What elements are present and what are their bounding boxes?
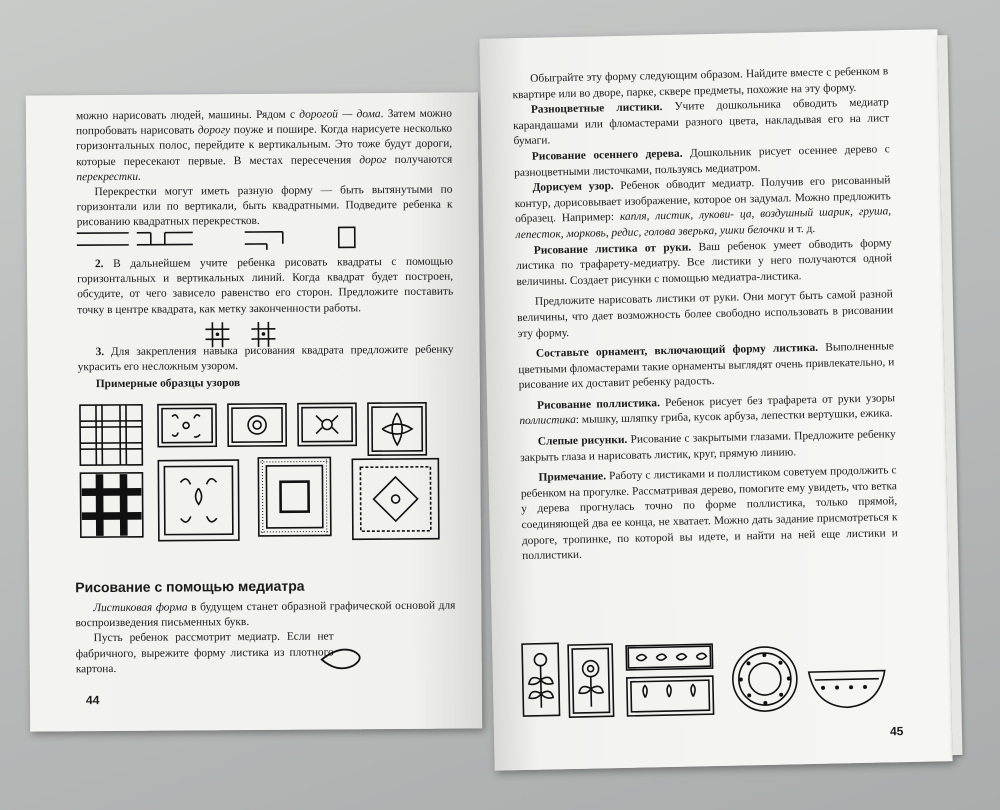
left-text-block-2 <box>77 255 453 318</box>
paragraph-half-leaf: Рисование поллистика. Ребенок рисует без трафарета от руки узоры поллистика: мышку, шляпку гриба, кусок арбуза, лепестки вертушки, ежика. <box>519 392 896 428</box>
paragraph-autumn-tree: Рисование осеннего дерева. Дошкольник рисует осеннее дерево с разноцветными листочками, пользуясь медиатром. <box>514 143 890 179</box>
paragraph-freehand-leaf: Рисование листика от руки. Ваш ребенок умеет обводить форму листика по трафарету-медиатру. Все листики у него получаются одной величины. Создает рисунки с помощью медиатра-листика. <box>516 236 893 288</box>
page-number-left: 44 <box>85 693 100 708</box>
crossroads-figures <box>73 225 453 254</box>
paragraph-colored-leaves: Разноцветные листики. Учите дошкольника обводить медиатр карандашами или фломастерами разного цвета, накладывая его на лист бумаги. <box>513 96 890 148</box>
section-title: Рисование с помощью медиатра <box>75 577 305 596</box>
paragraph-play-form: Обыграйте эту форму следующим образом. Найдите вместе с ребенком в квартире или во дворе, парке, сквере предметы, похожие на эту форму. <box>512 65 889 101</box>
left-text-block-3 <box>78 343 454 393</box>
paragraph-roads: можно нарисовать людей, машины. Рядом с дорогой — дома. Затем можно попробовать нарисовать дорогу поуже и пошире. Когда нарисуете несколько горизонтальных полос, перейдите к вертикальным. Это тоже будут дороги, которые пересекают первые. В местах пересечения дорог получаются перекрестки. <box>75 107 453 184</box>
paragraph-decoration: 3. Для закрепления навыка рисования квадрата предложите ребенку украсить его несложным узором. <box>77 343 454 374</box>
ornament-samples <box>518 630 920 728</box>
left-text-block <box>76 107 453 231</box>
left-text-block-4 <box>75 577 456 678</box>
page-stack-edge <box>937 35 962 755</box>
paragraph-squares: 2. В дальнейшем учите ребенка рисовать квадраты с помощью горизонтальных и вертикальных линий. Когда квадрат будет построен, обсудите, от чего зависело равенство его сторон. Предложите поставить точку в центре квадрата, как метку законченности работы. <box>77 255 454 316</box>
paragraph-crossroads: Перекрестки могут иметь разную форму — быть вытянутыми по горизонтали или по вертикали, быть квадратными. Подведите ребенка к рисованию квадратных перекрестков. <box>76 183 453 229</box>
right-text-block <box>512 64 898 565</box>
paragraph-mediator: Пусть ребенок рассмотрит медиатр. Если нет фабричного, вырежите форму листика из плотного картона. <box>75 630 334 676</box>
left-page <box>26 92 482 731</box>
paragraph-ornament: Составьте орнамент, включающий форму листика. Выполненные цветными фломастерами такие орнаменты выглядят очень привлекательно, и рисование их доставит ребенку радость. <box>518 340 895 392</box>
paragraph-note: Примечание. Работу с листиками и поллистиком советуем продолжить с ребенком на прогулке. Рассматривая дерево, помогите ему увидеть, что ветка у дерева прогнулась точно по форме поллистика, только прямой, соединяющей два ее конца, не хватает. Можно дать задание присмотреться к дороге, тропинке, по которой вы идете, и найти на ней еще листики и поллистики. <box>520 464 898 563</box>
paragraph-leaf-form: Листиковая форма в будущем станет образной графической основой для воспроизведения письменных букв. <box>75 599 456 630</box>
paragraph-blind-drawing: Слепые рисунки. Рисование с закрытыми глазами. Предложите ребенку закрыть глаза и нарисовать листик, круг, прямую линию. <box>520 428 896 464</box>
page-number-right: 45 <box>889 724 904 739</box>
paragraph-finish-pattern: Дорисуем узор. Ребенок обводит медиатр. Получив его рисованный контур, дорисовывает изображение, которое он задумал. Можно предложить образец. Например: капля, листик, лукови- ца, воздушный шарик, груша, лепесток, морковь, редис, голова зверька, ушки белочки и т. д. <box>514 174 892 242</box>
paragraph-offer-leaves: Предложите нарисовать листики от руки. Они могут быть самой разной величины, что дает возможность более свободно использовать в рисовании эту форму. <box>517 288 894 340</box>
right-page <box>479 29 952 770</box>
pattern-samples <box>76 397 457 546</box>
patterns-caption: Примерные образцы узоров <box>95 377 241 391</box>
leaf-icon <box>318 645 378 675</box>
